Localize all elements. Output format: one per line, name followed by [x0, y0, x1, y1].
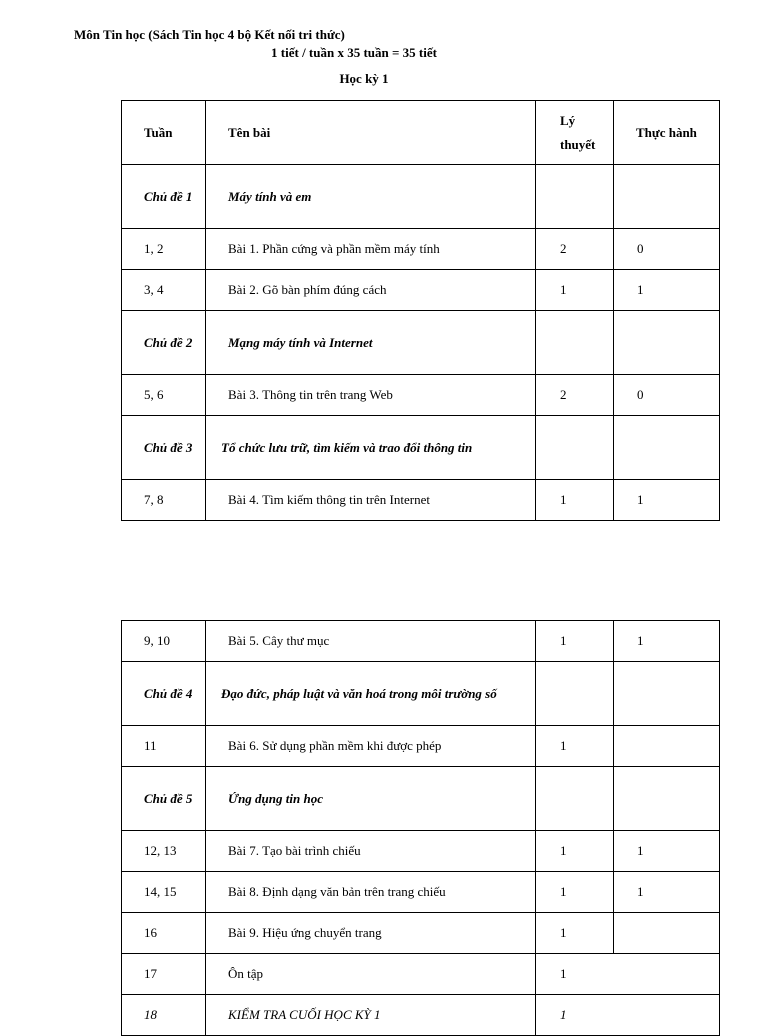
- lesson-name-cell: KIỂM TRA CUỐI HỌC KỲ 1: [206, 995, 536, 1036]
- theory-cell: 1: [536, 954, 720, 995]
- week-cell: 12, 13: [122, 831, 206, 872]
- theory-cell: 2: [536, 375, 614, 416]
- topic-row: [122, 767, 720, 831]
- practice-cell: 0: [614, 229, 720, 270]
- theory-cell: 2: [536, 229, 614, 270]
- week-cell: 16: [122, 913, 206, 954]
- review-row: [122, 954, 720, 995]
- topic-title-cell: Máy tính và em: [206, 165, 536, 229]
- practice-cell: [614, 662, 720, 726]
- lesson-row: [122, 229, 720, 270]
- theory-cell: [536, 311, 614, 375]
- topic-title-cell: Ứng dụng tin học: [206, 767, 536, 831]
- practice-cell: 1: [614, 872, 720, 913]
- lesson-time-summary: 1 tiết / tuần x 35 tuần = 35 tiết: [271, 45, 437, 60]
- lesson-row: [122, 270, 720, 311]
- curriculum-table-part-1: [121, 100, 720, 521]
- theory-cell: 1: [536, 621, 614, 662]
- semester-title: Học kỳ 1: [339, 71, 389, 86]
- practice-cell: [614, 416, 720, 480]
- practice-cell: [614, 165, 720, 229]
- week-cell: 1, 2: [122, 229, 206, 270]
- week-cell: 11: [122, 726, 206, 767]
- practice-cell: 1: [614, 480, 720, 521]
- practice-cell: 1: [614, 621, 720, 662]
- header-theory: Lý thuyết: [536, 101, 614, 165]
- lesson-row: [122, 831, 720, 872]
- topic-number-cell: Chủ đề 2: [122, 311, 206, 375]
- theory-cell: 1: [536, 913, 614, 954]
- week-cell: 5, 6: [122, 375, 206, 416]
- practice-cell: [614, 767, 720, 831]
- lesson-name-cell: Ôn tập: [206, 954, 536, 995]
- lesson-name-cell: Bài 5. Cây thư mục: [206, 621, 536, 662]
- lesson-name-cell: Bài 9. Hiệu ứng chuyển trang: [206, 913, 536, 954]
- theory-cell: [536, 662, 614, 726]
- lesson-row: [122, 913, 720, 954]
- theory-cell: [536, 416, 614, 480]
- exam-row: [122, 995, 720, 1036]
- week-cell: 17: [122, 954, 206, 995]
- practice-cell: 1: [614, 831, 720, 872]
- topic-number-cell: Chủ đề 4: [122, 662, 206, 726]
- week-cell: 3, 4: [122, 270, 206, 311]
- topic-title-cell: Mạng máy tính và Internet: [206, 311, 536, 375]
- theory-cell: [536, 165, 614, 229]
- topic-title-cell: Tổ chức lưu trữ, tìm kiếm và trao đổi thông tin: [206, 416, 536, 480]
- week-cell: 9, 10: [122, 621, 206, 662]
- practice-cell: [614, 726, 720, 767]
- topic-row: [122, 416, 720, 480]
- topic-number-cell: Chủ đề 5: [122, 767, 206, 831]
- lesson-row: [122, 480, 720, 521]
- week-cell: 18: [122, 995, 206, 1036]
- header-week: Tuần: [122, 101, 206, 165]
- practice-cell: 0: [614, 375, 720, 416]
- header-practice: Thực hành: [614, 101, 720, 165]
- lesson-name-cell: Bài 6. Sử dụng phần mềm khi được phép: [206, 726, 536, 767]
- lesson-name-cell: Bài 1. Phần cứng và phần mềm máy tính: [206, 229, 536, 270]
- lesson-row: [122, 375, 720, 416]
- theory-cell: [536, 767, 614, 831]
- theory-cell: 1: [536, 270, 614, 311]
- week-cell: 14, 15: [122, 872, 206, 913]
- week-cell: 7, 8: [122, 480, 206, 521]
- practice-cell: [614, 311, 720, 375]
- header-lesson-name: Tên bài: [206, 101, 536, 165]
- lesson-name-cell: Bài 4. Tìm kiếm thông tin trên Internet: [206, 480, 536, 521]
- lesson-row: [122, 726, 720, 767]
- topic-row: [122, 165, 720, 229]
- table-header-row: [122, 101, 720, 165]
- document-subject-heading: Môn Tin học (Sách Tin học 4 bộ Kết nối tri thức): [74, 27, 345, 42]
- lesson-name-cell: Bài 2. Gõ bàn phím đúng cách: [206, 270, 536, 311]
- theory-cell: 1: [536, 480, 614, 521]
- topic-number-cell: Chủ đề 1: [122, 165, 206, 229]
- lesson-name-cell: Bài 8. Định dạng văn bản trên trang chiếu: [206, 872, 536, 913]
- practice-cell: 1: [614, 270, 720, 311]
- practice-cell: [614, 913, 720, 954]
- topic-title-cell: Đạo đức, pháp luật và văn hoá trong môi trường số: [206, 662, 536, 726]
- topic-row: [122, 662, 720, 726]
- topic-number-cell: Chủ đề 3: [122, 416, 206, 480]
- theory-cell: 1: [536, 831, 614, 872]
- theory-cell: 1: [536, 726, 614, 767]
- lesson-row: [122, 621, 720, 662]
- lesson-name-cell: Bài 3. Thông tin trên trang Web: [206, 375, 536, 416]
- curriculum-table-part-2: [121, 620, 720, 1036]
- theory-cell: 1: [536, 995, 720, 1036]
- lesson-row: [122, 872, 720, 913]
- topic-row: [122, 311, 720, 375]
- theory-cell: 1: [536, 872, 614, 913]
- lesson-name-cell: Bài 7. Tạo bài trình chiếu: [206, 831, 536, 872]
